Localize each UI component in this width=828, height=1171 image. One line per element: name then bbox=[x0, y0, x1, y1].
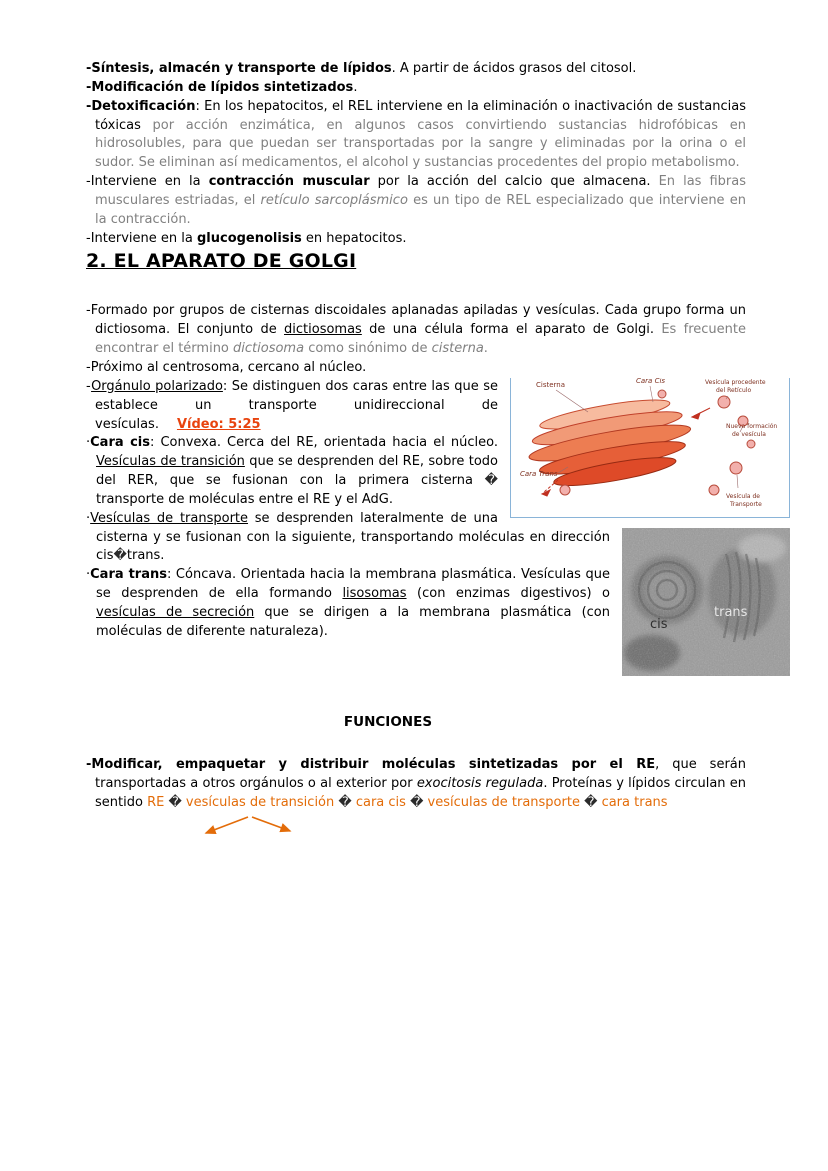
flow-arrows bbox=[186, 814, 790, 840]
text-run: . bbox=[483, 341, 488, 357]
text-run: . bbox=[353, 79, 358, 95]
paragraph-formado bbox=[86, 302, 746, 359]
term-vesiculas-secrecion: vesículas de secreción bbox=[96, 604, 255, 620]
paragraph-lipid-synthesis bbox=[86, 60, 746, 79]
text-run: transporte de moléculas entre el RE y el AdG. bbox=[96, 491, 394, 507]
arrow-symbol: � bbox=[410, 794, 424, 810]
text-run: es un tipo de REL especializado que interviene en la contracción. bbox=[95, 192, 746, 227]
diagram-label-cisterna: Cisterna bbox=[536, 380, 566, 389]
diagram-label-vesicula-reticulo-2: del Retículo bbox=[716, 386, 752, 394]
text-run: que se desprenden del RE, sobre todo del RER, que se fusionan con la primera cisterna bbox=[96, 454, 498, 489]
text-run: -Formado por grupos de cisternas discoidales aplanadas apiladas y vesículas. Cada grupo forma un dictiosoma. El conjunto de bbox=[86, 303, 746, 338]
bullet-cara-trans bbox=[86, 566, 650, 641]
diverging-arrows-icon bbox=[186, 814, 306, 840]
text-run: cara trans bbox=[597, 794, 668, 810]
text-run: que se dirigen a la membrana plasmática (con moléculas de diferente naturaleza). bbox=[96, 604, 610, 639]
text-run: trans. bbox=[126, 548, 165, 564]
diagram-label-nueva-formacion: Nueva formación bbox=[726, 422, 778, 430]
text-run: vesículas de transporte bbox=[423, 794, 585, 810]
term-vesiculas-transporte: Vesículas de transporte bbox=[90, 510, 249, 526]
diagram-label-vesicula-transporte: Vesícula de bbox=[726, 492, 760, 500]
text-run: como sinónimo de bbox=[304, 341, 432, 357]
term-cisterna: cisterna bbox=[431, 341, 484, 357]
arrow-symbol: � bbox=[338, 794, 352, 810]
term-reticulo-sarcoplasmico: retículo sarcoplásmico bbox=[260, 192, 408, 208]
arrow-symbol: � bbox=[484, 473, 498, 489]
text-run: : Cóncava. Orientada hacia la membrana plasmática. Vesículas que se desprenden de ella formando bbox=[96, 567, 610, 602]
arrow-symbol: � bbox=[584, 794, 598, 810]
diagram-label-vesicula-transporte-2: Transporte bbox=[730, 500, 762, 508]
diagram-label-cara-cis: Cara Cis bbox=[636, 377, 666, 385]
term-dictiosoma: dictiosoma bbox=[233, 341, 305, 357]
text-run: contracción muscular bbox=[208, 174, 370, 190]
text-run: vesículas de transición bbox=[181, 794, 339, 810]
golgi-diagram-figure bbox=[510, 378, 790, 518]
text-run: En las fibras musculares estriadas, el bbox=[95, 174, 746, 208]
text-run: Cara trans bbox=[90, 567, 167, 583]
bullet-dot: · bbox=[86, 435, 91, 451]
paragraph-glucogenolisis bbox=[86, 230, 746, 249]
term-vesiculas-transicion: Vesículas de transición bbox=[96, 454, 245, 470]
term-organulo-polarizado: Orgánulo polarizado bbox=[91, 378, 223, 394]
text-run: por acción enzimática, en algunos casos convirtiendo sustancias hidrofóbicas en hidrosolubles, para que puedan ser transportadas por la sangre y eliminadas por la orina o el sudor. Se eliminan así medicamentos, el alcohol y sustancias procedentes del propio metabolismo. bbox=[95, 117, 746, 171]
diagram-label-vesicula-reticulo: Vesícula procedente bbox=[705, 378, 766, 386]
paragraph-proximo: -Próximo al centrosoma, cercano al núcleo. bbox=[86, 359, 367, 375]
micrograph-label-cis: cis bbox=[650, 616, 668, 632]
text-run: (con enzimas digestivos) o bbox=[406, 586, 611, 602]
micrograph-noise bbox=[622, 528, 790, 676]
golgi-micrograph-image bbox=[622, 528, 790, 676]
paragraph-detoxification bbox=[86, 98, 746, 173]
golgi-diagram-image bbox=[510, 378, 790, 518]
text-run: : Convexa. Cerca del RE, orientada hacia el núcleo. bbox=[150, 435, 498, 451]
heading-funciones: FUNCIONES bbox=[343, 713, 433, 730]
paragraph-muscle-contraction bbox=[86, 173, 746, 230]
text-run: . A partir de ácidos grasos del citosol. bbox=[391, 61, 637, 76]
text-run: glucogenolisis bbox=[196, 230, 302, 246]
term-dictiosomas: dictiosomas bbox=[284, 322, 362, 338]
arrow-symbol: � bbox=[113, 548, 127, 564]
text-run: -Síntesis, almacén y transporte de lípidos bbox=[86, 61, 392, 76]
text-run: se desprenden lateralmente de una cisterna y se fusionan con la siguiente, transportando moléculas en dirección cis bbox=[96, 510, 610, 564]
arrow-symbol: � bbox=[168, 794, 182, 810]
text-run: : En los hepatocitos, el REL interviene en la eliminación o inactivación de sustancias tóxicas bbox=[95, 98, 746, 133]
text-run: -Interviene en la bbox=[86, 230, 197, 246]
text-run: cara cis bbox=[351, 794, 411, 810]
text-run: Cara cis bbox=[90, 435, 150, 451]
text-run: , que serán transportadas a otros orgánulos o al exterior por bbox=[95, 756, 747, 791]
text-run: . Proteínas y lípidos circulan en sentido bbox=[95, 775, 747, 810]
text-run: -Modificación de lípidos sintetizados bbox=[86, 79, 354, 95]
diagram-label-cara-trans: Cara Trans bbox=[520, 469, 558, 478]
term-lisosomas: lisosomas bbox=[342, 586, 407, 602]
bullet-dot: · bbox=[86, 510, 91, 526]
golgi-micrograph-figure bbox=[622, 528, 790, 676]
diagram-label-nueva-formacion-2: de vesícula bbox=[732, 430, 766, 438]
text-run: -Modificar, empaquetar y distribuir moléculas sintetizadas por el RE bbox=[86, 756, 656, 772]
term-exocitosis-regulada: exocitosis regulada bbox=[416, 775, 544, 791]
paragraph-modificar-empaquetar bbox=[86, 756, 746, 813]
micrograph-label-trans: trans bbox=[714, 604, 748, 620]
text-run: de una célula forma el aparato de Golgi. bbox=[361, 322, 662, 338]
text-run: en hepatocitos. bbox=[301, 230, 407, 246]
text-run: RE bbox=[147, 794, 169, 810]
text-run: Es frecuente encontrar el término bbox=[95, 322, 746, 357]
video-link[interactable]: Vídeo: 5:25 bbox=[176, 416, 261, 432]
flow-sequence bbox=[147, 795, 668, 810]
golgi-section bbox=[86, 378, 790, 686]
bullet-dot: · bbox=[86, 567, 91, 583]
text-run: : Se distinguen dos caras entre las que se establece un transporte unidireccional de vesículas. bbox=[95, 378, 498, 432]
paragraph-lipid-modification bbox=[86, 79, 746, 98]
section-heading-golgi: 2. EL APARATO DE GOLGI bbox=[86, 250, 357, 273]
text-run: -Detoxificación bbox=[86, 98, 196, 114]
text-run: - bbox=[86, 378, 92, 394]
text-run: por la acción del calcio que almacena. bbox=[369, 174, 659, 190]
text-run: -Interviene en la bbox=[86, 174, 209, 190]
